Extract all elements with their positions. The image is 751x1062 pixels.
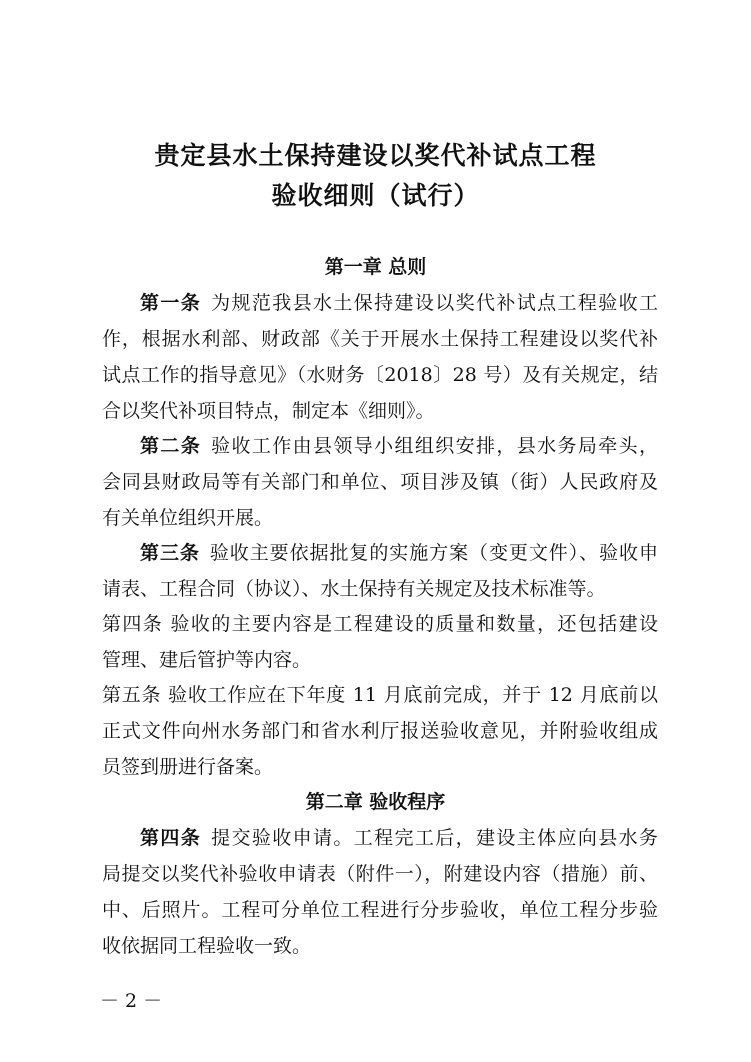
- article-3-line-1: [140, 538, 658, 568]
- article-6-text-1: 提交验收申请。工程完工后，建设主体应向县水务: [211, 827, 658, 849]
- article-1-text-1: 为规范我县水土保持建设以奖代补试点工程验收工: [211, 292, 658, 314]
- article-6-label: 第四条: [140, 827, 202, 849]
- article-3-line-2: 请表、工程合同（协议）、水土保持有关规定及技术标准等。: [102, 578, 606, 600]
- article-4-line-1: 第四条 验收的主要内容是工程建设的质量和数量，还包括建设: [102, 613, 658, 635]
- article-1-line-3: 试点工作的指导意见》（水财务〔2018〕28 号）及有关规定，结: [102, 364, 658, 386]
- article-2-line-2: 会同县财政局等有关部门和单位、项目涉及镇（街）人民政府及: [102, 471, 658, 493]
- article-6-line-1: [140, 823, 658, 853]
- page-number: － 2 －: [100, 990, 163, 1012]
- document-title-line-1: 贵定县水土保持建设以奖代补试点工程: [154, 141, 597, 170]
- article-1-line-1: [140, 288, 658, 318]
- chapter-heading-1: 第一章 总则: [324, 256, 427, 278]
- article-2-line-3: 有关单位组织开展。: [102, 507, 274, 529]
- chapter-heading-2: 第二章 验收程序: [305, 791, 446, 813]
- article-2-text-1: 验收工作由县领导小组组织安排，县水务局牵头，: [211, 435, 658, 457]
- article-2-label: 第二条: [140, 435, 202, 457]
- article-6-line-4: 收依据同工程验收一致。: [102, 935, 312, 957]
- article-5-line-1: 第五条 验收工作应在下年度 11 月底前完成，并于 12 月底前以: [102, 684, 658, 706]
- document-title-line-2: 验收细则（试行）: [271, 181, 480, 210]
- article-5-line-2: 正式文件向州水务部门和省水利厅报送验收意见，并附验收组成: [102, 720, 658, 742]
- article-2-line-1: [140, 431, 658, 461]
- article-1-label: 第一条: [140, 292, 202, 314]
- article-5-line-3: 员签到册进行备案。: [102, 756, 274, 778]
- article-3-label: 第三条: [140, 542, 200, 564]
- article-1-line-2: 作，根据水利部、财政部《关于开展水土保持工程建设以奖代补: [102, 328, 658, 350]
- article-3-text-1: 验收主要依据批复的实施方案（变更文件）、验收申: [209, 542, 658, 564]
- article-4-line-2: 管理、建后管护等内容。: [102, 649, 312, 671]
- article-1-line-4: 合以奖代补项目特点，制定本《细则》。: [102, 400, 435, 422]
- article-6-line-3: 中、后照片。工程可分单位工程进行分步验收，单位工程分步验: [102, 899, 658, 921]
- article-6-line-2: 局提交以奖代补验收申请表（附件一），附建设内容（措施）前、: [102, 863, 658, 885]
